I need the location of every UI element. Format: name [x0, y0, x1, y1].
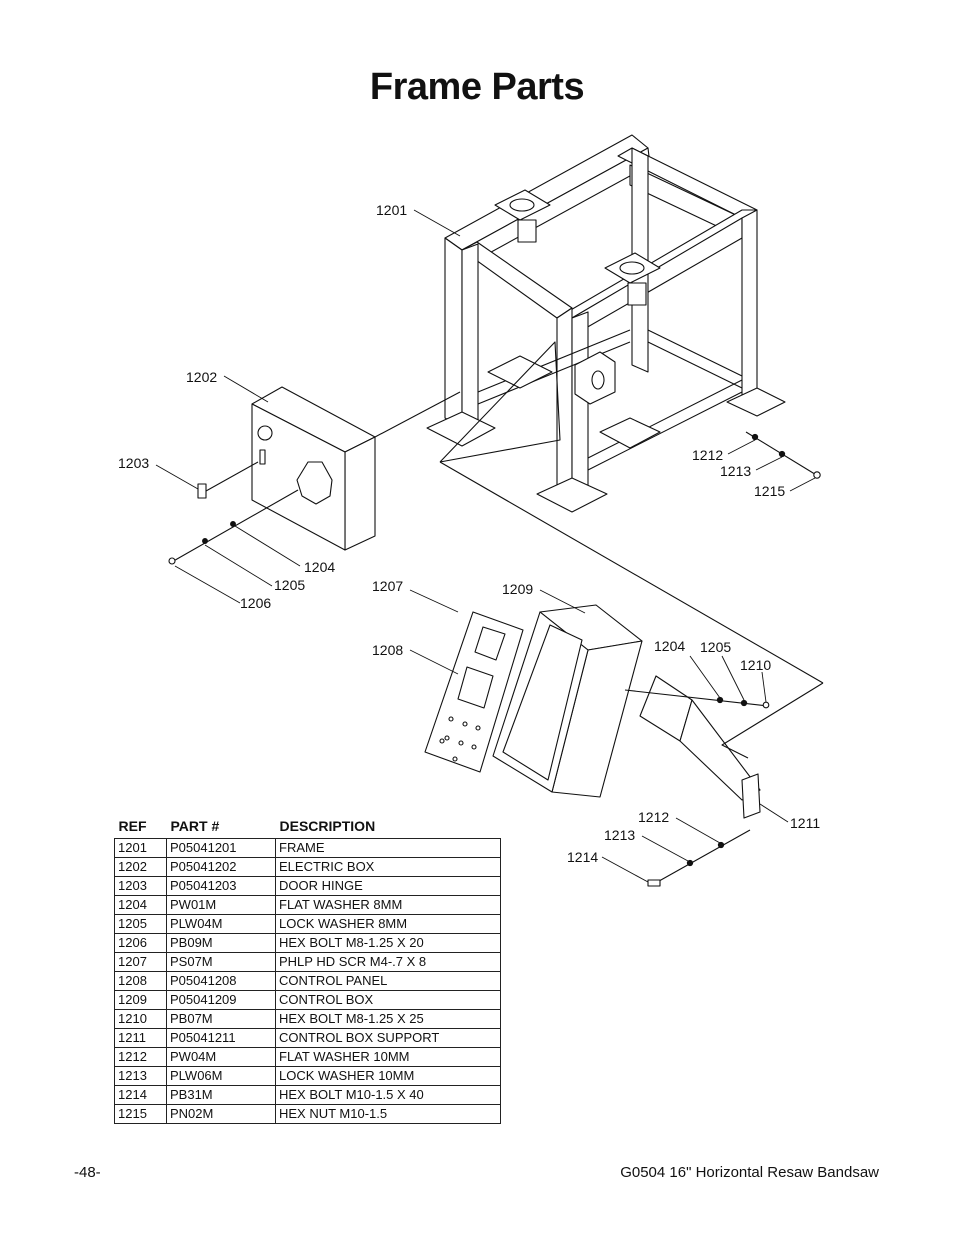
- table-row: [115, 991, 501, 1010]
- description-cell: DOOR HINGE: [276, 877, 501, 896]
- description-cell: CONTROL PANEL: [276, 972, 501, 991]
- table-row: [115, 1086, 501, 1105]
- description-cell: HEX BOLT M10-1.5 X 40: [276, 1086, 501, 1105]
- part-number-cell: P05041202: [167, 858, 276, 877]
- part-number-cell: P05041209: [167, 991, 276, 1010]
- ref-cell: 1212: [115, 1048, 167, 1067]
- table-row: [115, 1029, 501, 1048]
- ref-cell: 1207: [115, 953, 167, 972]
- callout-1201: 1201: [376, 202, 408, 218]
- part-number-cell: PLW04M: [167, 915, 276, 934]
- part-number-cell: P05041201: [167, 839, 276, 858]
- ref-cell: 1209: [115, 991, 167, 1010]
- description-cell: FLAT WASHER 10MM: [276, 1048, 501, 1067]
- ref-cell: 1205: [115, 915, 167, 934]
- callout-1212: 1212: [638, 809, 670, 825]
- description-cell: HEX BOLT M8-1.25 X 20: [276, 934, 501, 953]
- table-row: [115, 934, 501, 953]
- part-number-cell: PS07M: [167, 953, 276, 972]
- table-row: [115, 839, 501, 858]
- callout-1205: 1205: [700, 639, 732, 655]
- ref-cell: 1202: [115, 858, 167, 877]
- part-number-cell: PN02M: [167, 1105, 276, 1124]
- frame-drawing: [427, 135, 785, 512]
- footer-title: G0504 16" Horizontal Resaw Bandsaw: [620, 1164, 879, 1181]
- callout-1215: 1215: [754, 483, 786, 499]
- ref-cell: 1203: [115, 877, 167, 896]
- description-cell: LOCK WASHER 10MM: [276, 1067, 501, 1086]
- callout-1212: 1212: [692, 447, 724, 463]
- part-number-cell: PLW06M: [167, 1067, 276, 1086]
- ref-cell: 1213: [115, 1067, 167, 1086]
- callout-1205: 1205: [274, 577, 306, 593]
- table-row: [115, 972, 501, 991]
- table-row: [115, 858, 501, 877]
- table-row: [115, 915, 501, 934]
- callout-1204: 1204: [304, 559, 336, 575]
- description-cell: CONTROL BOX: [276, 991, 501, 1010]
- callout-1213: 1213: [604, 827, 636, 843]
- table-row: [115, 1048, 501, 1067]
- part-number-cell: PW01M: [167, 896, 276, 915]
- ref-cell: 1201: [115, 839, 167, 858]
- table-row: [115, 1067, 501, 1086]
- part-number-cell: P05041203: [167, 877, 276, 896]
- table-row: [115, 1010, 501, 1029]
- ref-header: REF: [118, 818, 147, 834]
- ref-cell: 1204: [115, 896, 167, 915]
- part-number-cell: PB09M: [167, 934, 276, 953]
- description-header: DESCRIPTION: [279, 818, 376, 834]
- table-row: [115, 896, 501, 915]
- ref-cell: 1208: [115, 972, 167, 991]
- ref-cell: 1214: [115, 1086, 167, 1105]
- callout-1208: 1208: [372, 642, 404, 658]
- description-cell: LOCK WASHER 8MM: [276, 915, 501, 934]
- ref-cell: 1211: [115, 1029, 167, 1048]
- table-header-row: [115, 814, 501, 839]
- description-cell: CONTROL BOX SUPPORT: [276, 1029, 501, 1048]
- ref-cell: 1210: [115, 1010, 167, 1029]
- callout-1214: 1214: [567, 849, 599, 865]
- description-cell: ELECTRIC BOX: [276, 858, 501, 877]
- part-number-cell: PW04M: [167, 1048, 276, 1067]
- door-hinge-drawing: [198, 484, 206, 498]
- part-number-header: PART #: [170, 818, 220, 834]
- ref-cell: 1206: [115, 934, 167, 953]
- callout-1202: 1202: [186, 369, 218, 385]
- description-cell: PHLP HD SCR M4-.7 X 8: [276, 953, 501, 972]
- part-number-cell: PB31M: [167, 1086, 276, 1105]
- table-row: [115, 953, 501, 972]
- callout-1210: 1210: [740, 657, 772, 673]
- table-row: [115, 877, 501, 896]
- part-number-cell: P05041208: [167, 972, 276, 991]
- callout-1204: 1204: [654, 638, 686, 654]
- description-cell: FLAT WASHER 8MM: [276, 896, 501, 915]
- ref-cell: 1215: [115, 1105, 167, 1124]
- callout-1209: 1209: [502, 581, 534, 597]
- description-cell: FRAME: [276, 839, 501, 858]
- callout-1213: 1213: [720, 463, 752, 479]
- part-number-cell: P05041211: [167, 1029, 276, 1048]
- callout-1207: 1207: [372, 578, 404, 594]
- electric-box-drawing: [252, 387, 460, 550]
- part-number-cell: PB07M: [167, 1010, 276, 1029]
- page-title: Frame Parts: [369, 66, 585, 108]
- description-cell: HEX BOLT M8-1.25 X 25: [276, 1010, 501, 1029]
- parts-table: [114, 814, 501, 1124]
- callout-1206: 1206: [240, 595, 272, 611]
- callout-1211: 1211: [790, 815, 821, 831]
- page-number: -48-: [74, 1164, 101, 1181]
- description-cell: HEX NUT M10-1.5: [276, 1105, 501, 1124]
- callout-1203: 1203: [118, 455, 150, 471]
- table-row: [115, 1105, 501, 1124]
- control-box-support-drawing: [640, 676, 823, 818]
